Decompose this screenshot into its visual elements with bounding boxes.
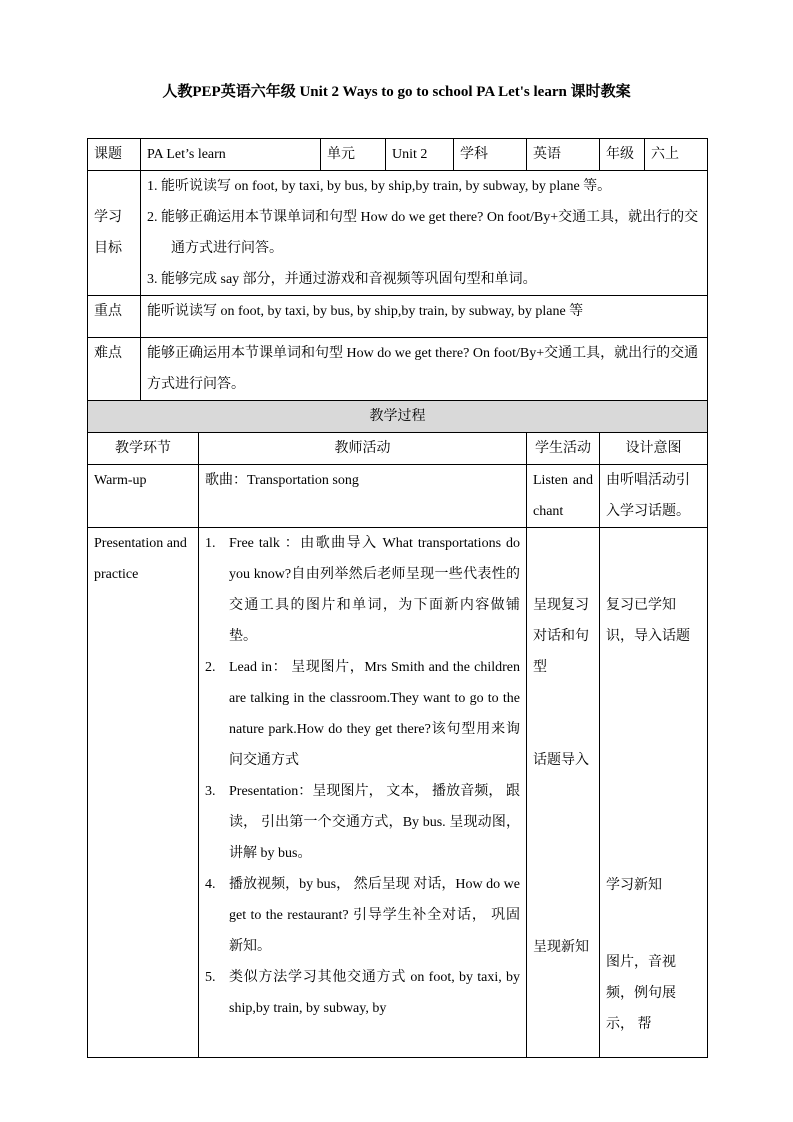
topic-value: PA Let’s learn <box>141 139 321 171</box>
warmup-teacher: 歌曲：Transportation song <box>199 465 527 528</box>
key-points-label: 重点 <box>88 296 141 338</box>
teacher-step <box>205 962 520 1024</box>
teacher-step <box>205 652 520 776</box>
difficulties-text: 能够正确运用本节课单词和句型 How do we get there? On foot/By+交通工具，就出行的交通方式进行问答。 <box>141 338 708 401</box>
objectives-label: 学习目标 <box>88 171 141 296</box>
page-title: 人教PEP英语六年级 Unit 2 Ways to go to school PA Let's learn 课时教案 <box>162 84 631 100</box>
lesson-plan-table <box>87 138 708 1058</box>
teacher-step <box>205 528 520 652</box>
objective-item: 3. 能够完成 say 部分，并通过游戏和音视频等巩固句型和单词。 <box>147 272 537 287</box>
presentation-stage: Presentation and practice <box>88 528 199 1058</box>
objectives-row <box>88 171 708 296</box>
student-note: 呈现复习对话和句型 <box>533 598 589 675</box>
presentation-teacher <box>199 528 527 1058</box>
step-text: Lead in： 呈现图片，Mrs Smith and the children are talking in the classroom.They want to go to the nature park.How do they get there?该句型用来询问交通方式 <box>229 660 520 768</box>
step-number: 4. <box>205 877 216 892</box>
step-text: 类似方法学习其他交通方式 on foot, by taxi, by ship,by train, by subway, by <box>229 970 520 1016</box>
key-points-row <box>88 296 708 338</box>
info-row <box>88 139 708 171</box>
step-number: 1. <box>205 536 216 551</box>
unit-label: 单元 <box>321 139 386 171</box>
objective-item: 2. 能够正确运用本节课单词和句型 How do we get there? On foot/By+交通工具，就出行的交通方式进行问答。 <box>147 210 699 256</box>
column-stage: 教学环节 <box>88 433 199 465</box>
warmup-row <box>88 465 708 528</box>
process-header: 教学过程 <box>88 401 708 433</box>
difficulties-label: 难点 <box>88 338 141 401</box>
warmup-stage: Warm-up <box>88 465 199 528</box>
step-text: 播放视频，by bus， 然后呈现 对话，How do we get to the restaurant? 引导学生补全对话， 巩固新知。 <box>229 877 520 954</box>
subject-label: 学科 <box>454 139 527 171</box>
key-points-text: 能听说读写 on foot, by taxi, by bus, by ship,by train, by subway, by plane 等 <box>141 296 708 338</box>
step-number: 5. <box>205 970 216 985</box>
step-number: 2. <box>205 660 216 675</box>
step-number: 3. <box>205 784 216 799</box>
unit-value: Unit 2 <box>386 139 454 171</box>
teacher-step <box>205 776 520 869</box>
student-note: 话题导入 <box>533 753 589 768</box>
column-teacher: 教师活动 <box>199 433 527 465</box>
objectives-content <box>141 171 708 296</box>
student-note: 呈现新知 <box>533 940 589 955</box>
topic-label: 课题 <box>88 139 141 171</box>
step-text: Free talk ：由歌曲导入 What transportations do you know?自由列举然后老师呈现一些代表性的交通工具的图片和单词，为下面新内容做铺垫。 <box>229 536 520 644</box>
presentation-student <box>527 528 600 1058</box>
intent-note: 学习新知 <box>606 878 662 893</box>
process-columns-row <box>88 433 708 465</box>
warmup-intent: 由听唱活动引入学习话题。 <box>600 465 708 528</box>
process-header-row <box>88 401 708 433</box>
objective-item: 1. 能听说读写 on foot, by taxi, by bus, by ship,by train, by subway, by plane 等。 <box>147 179 612 194</box>
grade-label: 年级 <box>600 139 645 171</box>
subject-value: 英语 <box>527 139 600 171</box>
grade-value: 六上 <box>645 139 708 171</box>
presentation-intent <box>600 528 708 1058</box>
column-student: 学生活动 <box>527 433 600 465</box>
step-text: Presentation：呈现图片， 文本， 播放音频， 跟读， 引出第一个交通方式，By bus. 呈现动图， 讲解 by bus。 <box>229 784 520 861</box>
intent-note: 复习已学知识，导入话题 <box>606 598 690 644</box>
teacher-step <box>205 869 520 962</box>
difficulties-row <box>88 338 708 401</box>
presentation-row <box>88 528 708 1058</box>
intent-note: 图片，音视频，例句展示， 帮 <box>606 955 676 1032</box>
column-intent: 设计意图 <box>600 433 708 465</box>
warmup-student: Listen and chant <box>527 465 600 528</box>
